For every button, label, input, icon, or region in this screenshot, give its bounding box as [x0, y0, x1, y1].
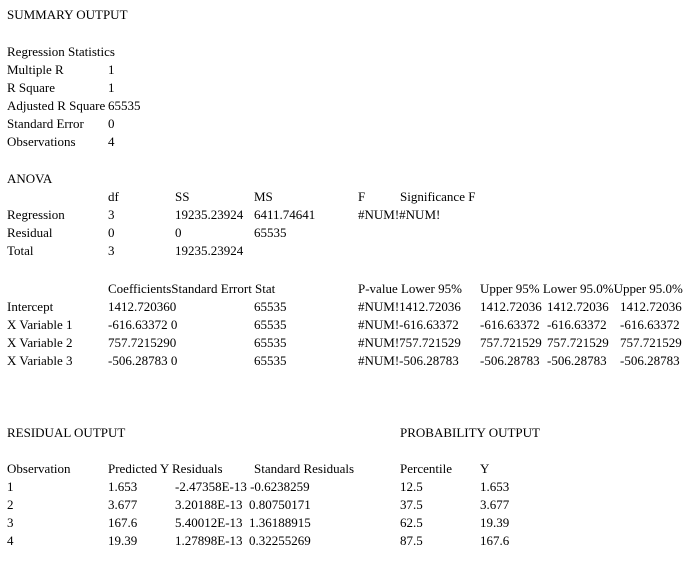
stat-label: Observations	[7, 134, 76, 149]
cell: #NUM!-506.28783	[358, 353, 459, 368]
cell: -616.63372	[547, 317, 607, 332]
cell: 1	[7, 479, 14, 494]
column-header: Standard Residuals	[254, 461, 355, 476]
cell: 757.7215290	[108, 335, 177, 350]
cell: #NUM!757.721529	[358, 335, 461, 350]
cell: 0	[175, 225, 182, 240]
cell: -616.63372	[620, 317, 680, 332]
cell: 3.20188E-13 0.80750171	[175, 497, 311, 512]
stat-value: 1	[108, 62, 115, 77]
cell: #NUM!-616.63372	[358, 317, 459, 332]
cell: -506.28783	[547, 353, 607, 368]
cell: 65535	[254, 225, 287, 240]
residual-output-heading: RESIDUAL OUTPUT	[7, 425, 126, 440]
column-header: MS	[254, 189, 273, 204]
row-label: Intercept	[7, 299, 54, 314]
cell: -506.28783	[620, 353, 680, 368]
anova-heading: ANOVA	[7, 171, 53, 186]
column-header: Upper 95% Lower 95.0%Upper 95.0%	[480, 281, 683, 296]
cell: 1412.72036	[480, 299, 542, 314]
cell: 3	[108, 243, 115, 258]
cell: 757.721529	[620, 335, 682, 350]
column-header: Significance F	[400, 189, 476, 204]
cell: 3	[7, 515, 14, 530]
stat-label: Adjusted R Square	[7, 98, 106, 113]
cell: 12.5	[400, 479, 423, 494]
column-header: SS	[175, 189, 190, 204]
row-label: Regression	[7, 207, 65, 222]
cell: 1412.72036	[620, 299, 682, 314]
cell: 0	[108, 225, 115, 240]
cell: 87.5	[400, 533, 423, 548]
cell: 62.5	[400, 515, 423, 530]
column-header: CoefficientsStandard Errort Stat	[108, 281, 276, 296]
cell: 19235.23924	[175, 243, 244, 258]
cell: 65535	[254, 317, 287, 332]
stat-label: Standard Error	[7, 116, 84, 131]
cell: -2.47358E-13 -0.6238259	[175, 479, 310, 494]
cell: 1.653	[108, 479, 138, 494]
cell: 5.40012E-13 1.36188915	[175, 515, 311, 530]
stat-value: 4	[108, 134, 115, 149]
cell: 3.677	[108, 497, 138, 512]
row-label: X Variable 2	[7, 335, 73, 350]
regression-statistics-heading: Regression Statistics	[7, 44, 115, 59]
cell: #NUM!#NUM!	[358, 207, 441, 222]
probability-output-heading: PROBABILITY OUTPUT	[400, 425, 540, 440]
column-header: Predicted Y Residuals	[108, 461, 223, 476]
cell: 6411.74641	[254, 207, 316, 222]
row-label: X Variable 3	[7, 353, 73, 368]
cell: 65535	[254, 299, 287, 314]
cell: 167.6	[480, 533, 510, 548]
cell: -616.63372	[480, 317, 540, 332]
column-header: df	[108, 189, 119, 204]
cell: 19.39	[108, 533, 138, 548]
cell: 1.653	[480, 479, 510, 494]
cell: 167.6	[108, 515, 138, 530]
cell: 65535	[254, 353, 287, 368]
column-header: F	[358, 189, 366, 204]
cell: 2	[7, 497, 14, 512]
cell: 757.721529	[547, 335, 609, 350]
row-label: Total	[7, 243, 34, 258]
cell: 19235.23924	[175, 207, 244, 222]
cell: 4	[7, 533, 14, 548]
cell: 65535	[254, 335, 287, 350]
cell: 3.677	[480, 497, 510, 512]
cell: 37.5	[400, 497, 423, 512]
stat-value: 1	[108, 80, 115, 95]
stat-label: R Square	[7, 80, 56, 95]
cell: 19.39	[480, 515, 510, 530]
column-header: Y	[480, 461, 490, 476]
cell: 757.721529	[480, 335, 542, 350]
cell: -506.28783	[480, 353, 540, 368]
row-label: X Variable 1	[7, 317, 73, 332]
stat-value: 0	[108, 116, 115, 131]
cell: 3	[108, 207, 115, 222]
cell: 1412.72036	[547, 299, 609, 314]
cell: 1.27898E-13 0.32255269	[175, 533, 311, 548]
stat-value: 65535	[108, 98, 141, 113]
row-label: Residual	[7, 225, 53, 240]
column-header: Observation	[7, 461, 71, 476]
stat-label: Multiple R	[7, 62, 64, 77]
column-header: P-value Lower 95%	[358, 281, 462, 296]
page-title: SUMMARY OUTPUT	[7, 7, 128, 22]
cell: 1412.720360	[108, 299, 177, 314]
cell: -616.63372 0	[108, 317, 178, 332]
cell: #NUM!1412.72036	[358, 299, 461, 314]
column-header: Percentile	[400, 461, 452, 476]
cell: -506.28783 0	[108, 353, 178, 368]
